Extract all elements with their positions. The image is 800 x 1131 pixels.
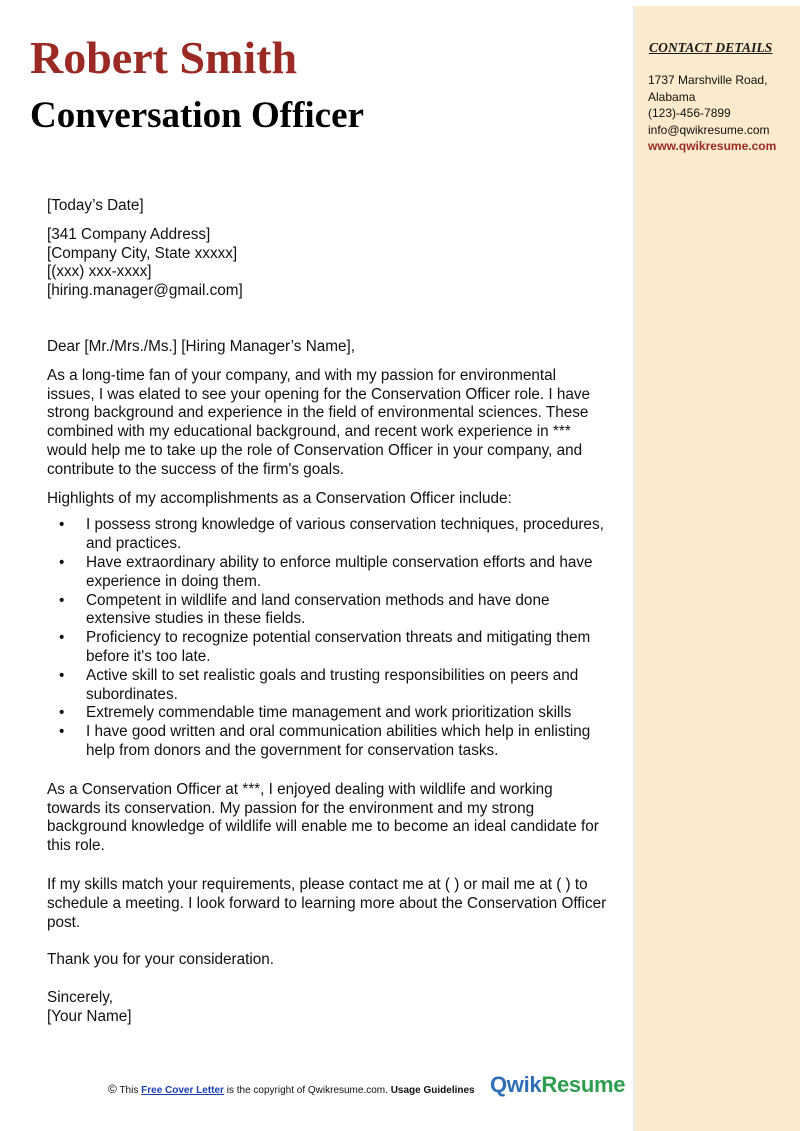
bullet-icon: • [59,704,65,722]
list-item [47,723,607,761]
usage-guidelines-link[interactable]: Usage Guidelines [390,1085,475,1096]
footer-text-middle: is the copyright of Qwikresume.com. [226,1085,388,1096]
intro-paragraph: As a long-time fan of your company, and with my passion for environmental issues, I was elated to see your opening for the Conservation Officer role. I have strong background and experience in the field of environmental sciences. These combined with my educational background, and recent work experience in *** would help me to take up the role of Conservation Officer in your company, and contribute to the success of the firm's goals. [47,366,591,478]
bullet-icon: • [59,666,65,684]
bullet-text: I have good written and oral communication abilities which help in enlisting help from donors and the government for conservation tasks. [86,723,591,759]
list-item [47,592,607,630]
recipient-address [47,226,607,301]
letter-date: [Today’s Date] [47,197,144,214]
list-item [47,516,607,554]
bullet-icon: • [59,553,65,571]
contact-request-paragraph: If my skills match your requirements, please contact me at ( ) or mail me at ( ) to schedule a meeting. I look forward to learning more about the Conservation Officer post. [47,875,607,931]
list-item [47,704,607,723]
contact-details-heading: CONTACT DETAILS [649,40,773,55]
bullet-icon: • [59,629,65,647]
bullet-text: Have extraordinary ability to enforce multiple conservation efforts and have experience in doing them. [86,553,593,590]
qwikresume-logo[interactable] [490,1072,625,1098]
recipient-line: [Company City, State xxxxx] [47,244,238,262]
thanks-line: Thank you for your consideration. [47,951,275,969]
free-cover-letter-link[interactable]: Free Cover Letter [141,1085,224,1096]
footer-text-this: This [119,1085,139,1096]
bullet-icon: • [59,723,65,741]
bullet-text: I possess strong knowledge of various conservation techniques, procedures, and practices. [86,516,604,553]
applicant-role: Conversation Officer [30,95,364,136]
closing-line: Sincerely, [47,989,114,1007]
salutation: Dear [Mr./Mrs./Ms.] [Hiring Manager’s Name], [47,337,355,355]
contact-details-list [648,72,798,155]
contact-email[interactable]: info@qwikresume.com [648,122,770,137]
applicant-name: Robert Smith [30,32,298,83]
letter-body [47,197,607,1027]
contact-sidebar [633,6,800,1131]
footer-copyright [108,1082,475,1096]
highlights-intro: Highlights of my accomplishments as a Conservation Officer include: [47,489,512,507]
copyright-icon: © [108,1082,117,1096]
bullet-text: Proficiency to recognize potential conservation threats and mitigating them before it's too late. [86,629,591,665]
recipient-line: [hiring.manager@gmail.com] [47,282,243,300]
signature-line: [Your Name] [47,1007,132,1025]
list-item [47,554,607,592]
experience-paragraph: As a Conservation Officer at ***, I enjoyed dealing with wildlife and working towards its conservation. My passion for the environment and my strong background knowledge of wildlife will enable me to become an ideal candidate for this role. [47,780,599,855]
recipient-line: [341 Company Address] [47,225,211,243]
bullet-icon: • [59,591,65,609]
highlights-list [47,516,607,760]
list-item [47,629,607,667]
bullet-text: Extremely commendable time management and work prioritization skills [86,704,572,722]
contact-website[interactable]: www.qwikresume.com [648,139,777,153]
contact-address-line2: Alabama [648,89,696,104]
bullet-icon: • [59,516,65,534]
logo-part-resume: Resume [541,1072,626,1097]
bullet-text: Active skill to set realistic goals and trusting responsibilities on peers and subordinates. [86,666,579,703]
bullet-text: Competent in wildlife and land conservation methods and have done extensive studies in these fields. [86,591,550,628]
recipient-line: [(xxx) xxx-xxxx] [47,263,152,281]
list-item [47,667,607,705]
contact-address-line1: 1737 Marshville Road, [648,73,768,87]
contact-phone: (123)-456-7899 [648,106,731,120]
logo-part-qwik: Qwik [490,1072,542,1097]
